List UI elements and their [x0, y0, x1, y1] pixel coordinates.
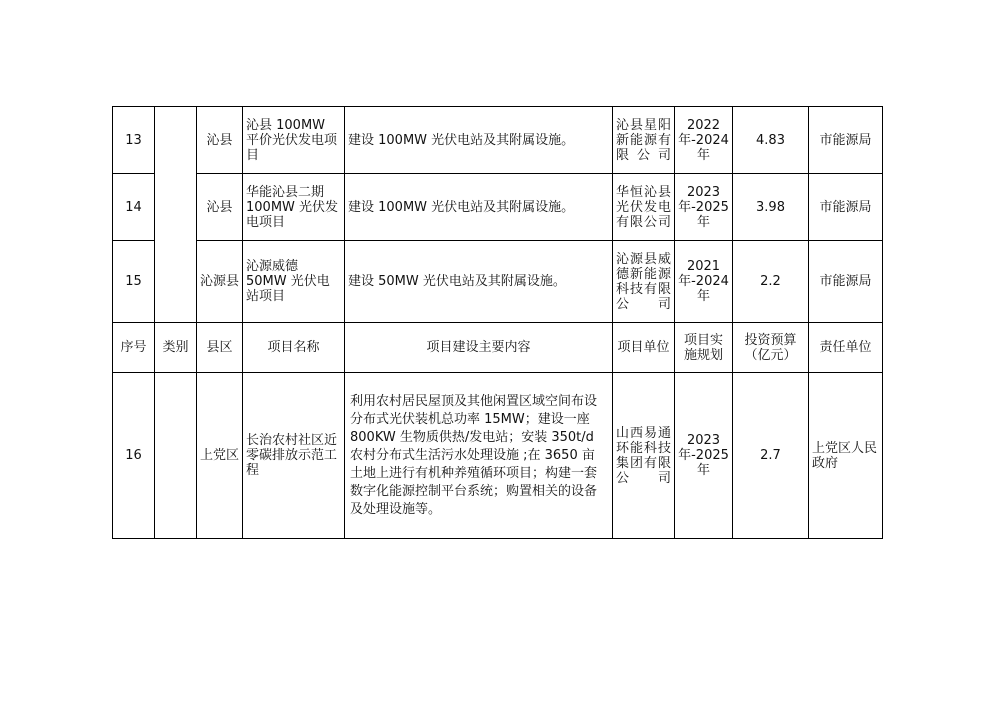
header-number: 序号 [113, 323, 155, 373]
table-row [113, 241, 883, 323]
county-cell: 沁源县 [197, 241, 243, 323]
row-number: 15 [113, 241, 155, 323]
category-cell [155, 373, 197, 539]
header-plan: 项目实施规划 [675, 323, 733, 373]
category-cell [155, 107, 197, 323]
row-number: 16 [113, 373, 155, 539]
project-unit: 沁源县威德新能源科技有限公司 [613, 241, 675, 323]
project-unit: 华恒沁县光伏发电有限公司 [613, 174, 675, 241]
responsible-unit: 市能源局 [809, 107, 883, 174]
project-content: 建设 50MW 光伏电站及其附属设施。 [345, 241, 613, 323]
project-plan: 2023年-2025年 [675, 174, 733, 241]
row-number: 14 [113, 174, 155, 241]
project-budget: 3.98 [733, 174, 809, 241]
project-name: 长治农村社区近零碳排放示范工程 [243, 373, 345, 539]
project-content: 利用农村居民屋顶及其他闲置区域空间布设分布式光伏装机总功率 15MW；建设一座 800KW 生物质供热/发电站；安装 350t/d 农村分布式生活污水处理设施 ;在 3650 亩土地上进行有机种养殖循环项目；构建一套数字化能源控制平台系统；购置相关的设备及处理设施等。 [345, 373, 613, 539]
responsible-unit: 市能源局 [809, 241, 883, 323]
row-number: 13 [113, 107, 155, 174]
project-plan: 2021年-2024年 [675, 241, 733, 323]
header-unit: 项目单位 [613, 323, 675, 373]
county-cell: 沁县 [197, 107, 243, 174]
table-row [113, 373, 883, 539]
project-plan: 2022年-2024年 [675, 107, 733, 174]
responsible-unit: 市能源局 [809, 174, 883, 241]
county-cell: 沁县 [197, 174, 243, 241]
project-name: 华能沁县二期 100MW 光伏发电项目 [243, 174, 345, 241]
county-cell: 上党区 [197, 373, 243, 539]
project-name: 沁县 100MW 平价光伏发电项目 [243, 107, 345, 174]
project-unit: 沁县星阳新能源有限公司 [613, 107, 675, 174]
project-name: 沁源威德 50MW 光伏电站项目 [243, 241, 345, 323]
header-name: 项目名称 [243, 323, 345, 373]
project-budget: 4.83 [733, 107, 809, 174]
project-table [112, 106, 883, 539]
header-budget: 投资预算（亿元） [733, 323, 809, 373]
header-row [113, 323, 883, 373]
project-budget: 2.7 [733, 373, 809, 539]
responsible-unit: 上党区人民政府 [809, 373, 883, 539]
table-row [113, 107, 883, 174]
header-category: 类别 [155, 323, 197, 373]
project-unit: 山西易通环能科技集团有限公司 [613, 373, 675, 539]
project-budget: 2.2 [733, 241, 809, 323]
project-content: 建设 100MW 光伏电站及其附属设施。 [345, 174, 613, 241]
project-plan: 2023年-2025年 [675, 373, 733, 539]
project-content: 建设 100MW 光伏电站及其附属设施。 [345, 107, 613, 174]
header-content: 项目建设主要内容 [345, 323, 613, 373]
header-county: 县区 [197, 323, 243, 373]
table-row [113, 174, 883, 241]
header-responsible: 责任单位 [809, 323, 883, 373]
